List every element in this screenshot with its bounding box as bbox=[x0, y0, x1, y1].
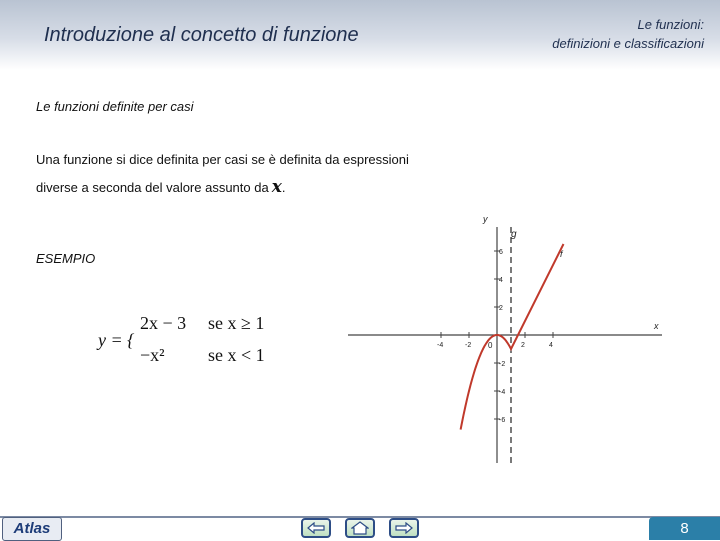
definition-line2-text: diverse a seconda del valore assunto da bbox=[36, 180, 269, 195]
y-tick-label: 4 bbox=[499, 277, 503, 284]
x-tick-label: 4 bbox=[549, 342, 553, 349]
header-subtitle-line2: definizioni e classificazioni bbox=[552, 36, 704, 51]
arrow-right-icon bbox=[395, 522, 413, 534]
y-tick-label: 2 bbox=[499, 305, 503, 312]
home-icon bbox=[351, 521, 369, 535]
atlas-logo: Atlas bbox=[2, 517, 62, 541]
header-subtitle-line1: Le funzioni: bbox=[637, 17, 704, 32]
y-tick-label: 6 bbox=[499, 249, 503, 256]
home-button[interactable] bbox=[345, 518, 375, 538]
page-number: 8 bbox=[649, 517, 720, 540]
curve-label-f: f bbox=[560, 249, 563, 259]
definition-line2 bbox=[36, 177, 285, 197]
header-subtitle bbox=[444, 15, 704, 53]
function-graph bbox=[340, 205, 670, 475]
axis-ticks bbox=[437, 249, 553, 424]
formula-case2-expr: −x² bbox=[140, 345, 165, 365]
section-title: Le funzioni definite per casi bbox=[36, 99, 194, 114]
formula-case1-cond: se x ≥ 1 bbox=[208, 313, 265, 333]
curve-label-g: g bbox=[511, 229, 517, 240]
x-axis-label: x bbox=[654, 321, 659, 331]
y-tick-label: -4 bbox=[499, 389, 506, 396]
next-button[interactable] bbox=[389, 518, 419, 538]
example-label: ESEMPIO bbox=[36, 251, 96, 266]
formula-lhs: y = { bbox=[98, 330, 135, 350]
header-title: Introduzione al concetto di funzione bbox=[44, 24, 359, 46]
formula-case2-cond: se x < 1 bbox=[208, 345, 265, 365]
x-tick-label: 2 bbox=[521, 342, 525, 349]
y-tick-label: -2 bbox=[499, 361, 506, 368]
y-axis-label: y bbox=[483, 214, 488, 224]
definition-period: . bbox=[281, 180, 286, 195]
header-bar bbox=[0, 0, 720, 70]
origin-label: 0 bbox=[488, 341, 493, 350]
piecewise-formula bbox=[98, 306, 288, 376]
x-tick-label: -2 bbox=[465, 342, 472, 349]
formula-case1-expr: 2x − 3 bbox=[140, 313, 187, 333]
variable-x: x bbox=[271, 177, 282, 197]
x-tick-label: -4 bbox=[437, 342, 444, 349]
arrow-left-icon bbox=[307, 522, 325, 534]
function-curve bbox=[461, 244, 564, 430]
previous-button[interactable] bbox=[301, 518, 331, 538]
definition-line1: Una funzione si dice definita per casi se è definita da espressioni bbox=[36, 152, 409, 167]
y-tick-label: -6 bbox=[499, 417, 506, 424]
